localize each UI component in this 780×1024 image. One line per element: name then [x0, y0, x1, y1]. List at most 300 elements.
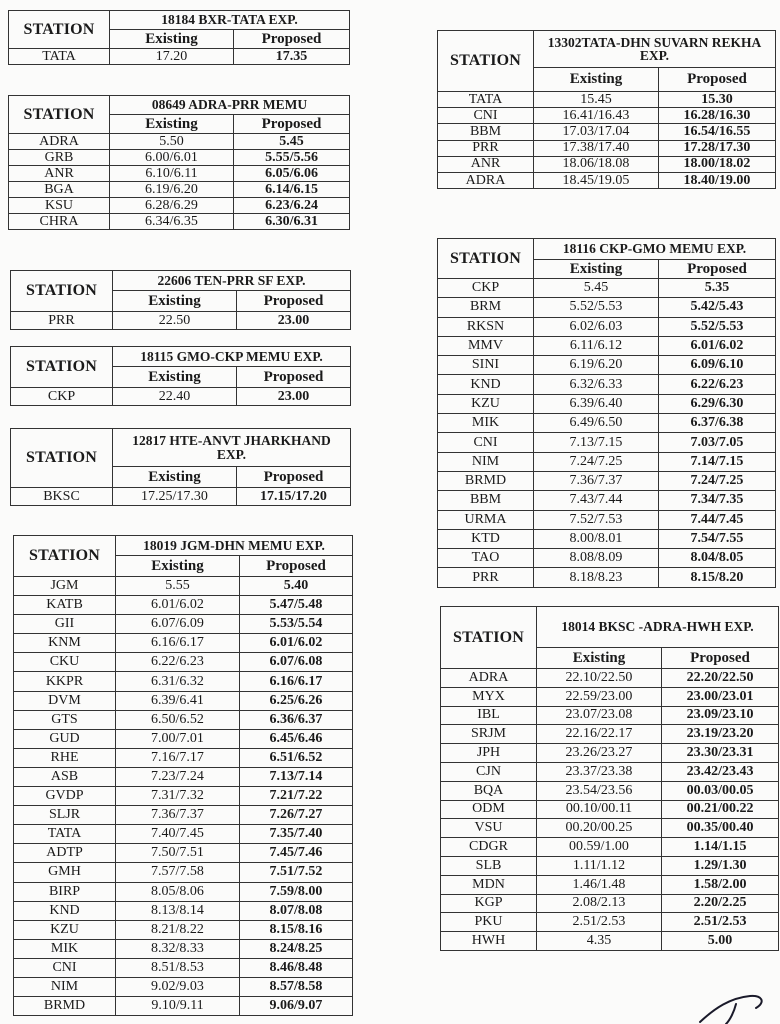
table-row: [441, 819, 779, 838]
existing-time: 5.55: [116, 577, 240, 596]
proposed-time: 23.30/23.31: [662, 744, 779, 763]
proposed-time: 23.09/23.10: [662, 706, 779, 725]
station-code: KND: [438, 375, 534, 394]
proposed-header: Proposed: [659, 68, 776, 92]
proposed-time: 22.20/22.50: [662, 669, 779, 688]
proposed-time: 7.35/7.40: [240, 825, 353, 844]
table-row: [438, 375, 776, 394]
table-row: [438, 108, 776, 124]
existing-time: 9.02/9.03: [116, 977, 240, 996]
proposed-time: 6.07/6.08: [240, 653, 353, 672]
existing-header: Existing: [113, 291, 237, 312]
proposed-time: 23.00/23.01: [662, 687, 779, 706]
existing-time: 5.52/5.53: [534, 298, 659, 317]
station-code: CKP: [438, 279, 534, 298]
station-header: STATION: [11, 347, 113, 388]
table-row: [14, 710, 353, 729]
existing-time: 6.39/6.41: [116, 691, 240, 710]
table-row: [11, 488, 351, 506]
existing-time: 6.19/6.20: [110, 182, 234, 198]
table-row: [14, 844, 353, 863]
station-code: CHRA: [9, 214, 110, 230]
train-name-header: 13302TATA-DHN SUVARN REKHA EXP.: [534, 31, 776, 68]
station-header: STATION: [438, 31, 534, 92]
station-code: BIRP: [14, 882, 116, 901]
train-name-header: 22606 TEN-PRR SF EXP.: [113, 271, 351, 291]
proposed-time: 9.06/9.07: [240, 997, 353, 1016]
station-code: CKP: [11, 388, 113, 406]
station-header: STATION: [438, 239, 534, 279]
station-code: KZU: [14, 920, 116, 939]
table-row: [9, 198, 350, 214]
station-code: MYX: [441, 687, 537, 706]
proposed-time: 16.28/16.30: [659, 108, 776, 124]
table-row: [441, 762, 779, 781]
existing-time: 22.16/22.17: [537, 725, 662, 744]
proposed-time: 23.42/23.43: [662, 762, 779, 781]
train-name-header: 12817 HTE-ANVT JHARKHAND EXP.: [113, 429, 351, 467]
station-code: KTD: [438, 529, 534, 548]
table-row: [441, 932, 779, 951]
proposed-time: 7.14/7.15: [659, 452, 776, 471]
train-name-header: 18019 JGM-DHN MEMU EXP.: [116, 536, 353, 556]
existing-header: Existing: [534, 68, 659, 92]
station-code: CNI: [438, 108, 534, 124]
station-code: CDGR: [441, 838, 537, 857]
station-code: NIM: [14, 977, 116, 996]
proposed-time: 2.20/2.25: [662, 894, 779, 913]
existing-time: 7.57/7.58: [116, 863, 240, 882]
table-row: [9, 150, 350, 166]
table-row: [441, 725, 779, 744]
table-row: [441, 856, 779, 875]
station-code: PKU: [441, 913, 537, 932]
proposed-header: Proposed: [240, 556, 353, 577]
station-code: TATA: [14, 825, 116, 844]
table-row: [438, 491, 776, 510]
proposed-header: Proposed: [237, 467, 351, 488]
table-row: [438, 452, 776, 471]
existing-time: 17.25/17.30: [113, 488, 237, 506]
existing-time: 7.43/7.44: [534, 491, 659, 510]
proposed-time: 6.14/6.15: [234, 182, 350, 198]
existing-time: 7.00/7.01: [116, 729, 240, 748]
existing-time: 6.49/6.50: [534, 414, 659, 433]
existing-time: 7.23/7.24: [116, 767, 240, 786]
existing-time: 6.01/6.02: [116, 596, 240, 615]
table-row: [9, 166, 350, 182]
station-code: BRMD: [438, 471, 534, 490]
existing-time: 7.36/7.37: [534, 471, 659, 490]
existing-time: 15.45: [534, 92, 659, 108]
proposed-time: 17.28/17.30: [659, 140, 776, 156]
existing-header: Existing: [110, 30, 234, 49]
proposed-time: 16.54/16.55: [659, 124, 776, 140]
station-code: CJN: [441, 762, 537, 781]
station-code: ADRA: [441, 669, 537, 688]
train-name-header: 08649 ADRA-PRR MEMU: [110, 96, 350, 115]
station-code: GTS: [14, 710, 116, 729]
station-code: RKSN: [438, 317, 534, 336]
proposed-time: 7.54/7.55: [659, 529, 776, 548]
station-code: CKU: [14, 653, 116, 672]
station-code: CNI: [438, 433, 534, 452]
station-code: MIK: [14, 939, 116, 958]
timetable-table: [10, 270, 351, 330]
table-row: [438, 317, 776, 336]
table-row: [14, 767, 353, 786]
proposed-time: 18.00/18.02: [659, 156, 776, 172]
proposed-time: 6.37/6.38: [659, 414, 776, 433]
table-row: [441, 781, 779, 800]
station-code: BQA: [441, 781, 537, 800]
table-row: [441, 687, 779, 706]
station-code: KZU: [438, 394, 534, 413]
existing-time: 16.41/16.43: [534, 108, 659, 124]
station-code: ADRA: [438, 172, 534, 188]
table-row: [438, 279, 776, 298]
proposed-time: 23.00: [237, 388, 351, 406]
existing-time: 6.32/6.33: [534, 375, 659, 394]
proposed-time: 5.47/5.48: [240, 596, 353, 615]
station-code: GUD: [14, 729, 116, 748]
existing-time: 8.18/8.23: [534, 568, 659, 587]
proposed-header: Proposed: [662, 648, 779, 669]
station-code: ANR: [438, 156, 534, 172]
existing-time: 23.54/23.56: [537, 781, 662, 800]
table-row: [11, 312, 351, 330]
station-code: SLJR: [14, 806, 116, 825]
existing-header: Existing: [534, 260, 659, 279]
existing-time: 1.11/1.12: [537, 856, 662, 875]
proposed-header: Proposed: [234, 115, 350, 134]
existing-time: 6.02/6.03: [534, 317, 659, 336]
table-row: [14, 615, 353, 634]
existing-time: 6.28/6.29: [110, 198, 234, 214]
station-code: KND: [14, 901, 116, 920]
table-row: [441, 669, 779, 688]
existing-time: 6.10/6.11: [110, 166, 234, 182]
proposed-time: 6.23/6.24: [234, 198, 350, 214]
existing-time: 22.10/22.50: [537, 669, 662, 688]
existing-time: 8.08/8.09: [534, 549, 659, 568]
station-code: ADTP: [14, 844, 116, 863]
station-code: HWH: [441, 932, 537, 951]
station-code: TATA: [9, 49, 110, 65]
station-code: BKSC: [11, 488, 113, 506]
station-code: KNM: [14, 634, 116, 653]
table-row: [11, 388, 351, 406]
proposed-time: 5.00: [662, 932, 779, 951]
proposed-header: Proposed: [237, 291, 351, 312]
proposed-time: 6.05/6.06: [234, 166, 350, 182]
table-row: [14, 882, 353, 901]
station-code: SINI: [438, 356, 534, 375]
station-code: KATB: [14, 596, 116, 615]
existing-time: 6.00/6.01: [110, 150, 234, 166]
station-code: TATA: [438, 92, 534, 108]
station-code: MDN: [441, 875, 537, 894]
proposed-time: 8.57/8.58: [240, 977, 353, 996]
proposed-time: 1.58/2.00: [662, 875, 779, 894]
station-code: ADRA: [9, 134, 110, 150]
proposed-time: 5.40: [240, 577, 353, 596]
station-code: KKPR: [14, 672, 116, 691]
timetable-table: [437, 238, 776, 588]
timetable-table: [10, 346, 351, 406]
table-row: [14, 977, 353, 996]
table-row: [438, 568, 776, 587]
proposed-time: 6.36/6.37: [240, 710, 353, 729]
existing-time: 8.05/8.06: [116, 882, 240, 901]
table-row: [438, 433, 776, 452]
existing-time: 1.46/1.48: [537, 875, 662, 894]
existing-time: 00.20/00.25: [537, 819, 662, 838]
proposed-time: 5.53/5.54: [240, 615, 353, 634]
existing-time: 2.51/2.53: [537, 913, 662, 932]
existing-time: 7.13/7.15: [534, 433, 659, 452]
proposed-time: 17.15/17.20: [237, 488, 351, 506]
table-row: [9, 182, 350, 198]
existing-time: 7.31/7.32: [116, 787, 240, 806]
table-row: [438, 356, 776, 375]
existing-time: 6.22/6.23: [116, 653, 240, 672]
train-name-header: 18014 BKSC -ADRA-HWH EXP.: [537, 607, 779, 648]
proposed-time: 6.09/6.10: [659, 356, 776, 375]
timetable-table: [10, 428, 351, 506]
table-row: [438, 92, 776, 108]
proposed-header: Proposed: [234, 30, 350, 49]
train-name-header: 18184 BXR-TATA EXP.: [110, 11, 350, 30]
station-code: TAO: [438, 549, 534, 568]
existing-time: 7.40/7.45: [116, 825, 240, 844]
proposed-time: 5.52/5.53: [659, 317, 776, 336]
existing-header: Existing: [537, 648, 662, 669]
proposed-time: 7.21/7.22: [240, 787, 353, 806]
table-row: [438, 529, 776, 548]
existing-time: 7.36/7.37: [116, 806, 240, 825]
table-row: [441, 913, 779, 932]
existing-time: 6.50/6.52: [116, 710, 240, 729]
table-row: [14, 596, 353, 615]
station-code: VSU: [441, 819, 537, 838]
timetable-table: [8, 10, 350, 65]
proposed-time: 7.03/7.05: [659, 433, 776, 452]
existing-time: 22.59/23.00: [537, 687, 662, 706]
proposed-time: 7.45/7.46: [240, 844, 353, 863]
station-code: GII: [14, 615, 116, 634]
proposed-time: 7.44/7.45: [659, 510, 776, 529]
station-code: ASB: [14, 767, 116, 786]
station-header: STATION: [11, 429, 113, 488]
table-row: [438, 471, 776, 490]
station-code: GVDP: [14, 787, 116, 806]
table-row: [14, 901, 353, 920]
signature-mark: [690, 990, 780, 1024]
station-code: MMV: [438, 336, 534, 355]
station-header: STATION: [9, 11, 110, 49]
table-row: [14, 787, 353, 806]
table-row: [438, 298, 776, 317]
proposed-time: 00.21/00.22: [662, 800, 779, 819]
existing-time: 17.38/17.40: [534, 140, 659, 156]
table-row: [14, 729, 353, 748]
proposed-time: 8.24/8.25: [240, 939, 353, 958]
table-row: [14, 958, 353, 977]
existing-time: 8.00/8.01: [534, 529, 659, 548]
proposed-time: 17.35: [234, 49, 350, 65]
station-code: JGM: [14, 577, 116, 596]
table-row: [441, 706, 779, 725]
proposed-time: 8.15/8.16: [240, 920, 353, 939]
existing-time: 8.13/8.14: [116, 901, 240, 920]
station-code: KSU: [9, 198, 110, 214]
timetable-table: [8, 95, 350, 230]
station-code: NIM: [438, 452, 534, 471]
existing-time: 18.06/18.08: [534, 156, 659, 172]
proposed-time: 23.00: [237, 312, 351, 330]
existing-time: 00.59/1.00: [537, 838, 662, 857]
proposed-time: 7.26/7.27: [240, 806, 353, 825]
existing-time: 6.34/6.35: [110, 214, 234, 230]
table-row: [438, 156, 776, 172]
existing-time: 23.37/23.38: [537, 762, 662, 781]
existing-time: 6.19/6.20: [534, 356, 659, 375]
table-row: [14, 863, 353, 882]
proposed-time: 6.30/6.31: [234, 214, 350, 230]
proposed-header: Proposed: [659, 260, 776, 279]
table-row: [441, 894, 779, 913]
table-row: [9, 49, 350, 65]
existing-time: 8.32/8.33: [116, 939, 240, 958]
existing-time: 4.35: [537, 932, 662, 951]
table-row: [441, 800, 779, 819]
proposed-time: 6.16/6.17: [240, 672, 353, 691]
existing-time: 5.50: [110, 134, 234, 150]
table-row: [438, 549, 776, 568]
station-code: CNI: [14, 958, 116, 977]
proposed-time: 6.45/6.46: [240, 729, 353, 748]
table-row: [441, 838, 779, 857]
existing-time: 7.52/7.53: [534, 510, 659, 529]
table-row: [14, 939, 353, 958]
table-row: [14, 577, 353, 596]
existing-time: 17.20: [110, 49, 234, 65]
proposed-time: 6.01/6.02: [240, 634, 353, 653]
existing-time: 17.03/17.04: [534, 124, 659, 140]
table-row: [14, 825, 353, 844]
table-row: [438, 510, 776, 529]
existing-header: Existing: [110, 115, 234, 134]
existing-time: 5.45: [534, 279, 659, 298]
existing-time: 9.10/9.11: [116, 997, 240, 1016]
proposed-time: 7.34/7.35: [659, 491, 776, 510]
existing-time: 6.31/6.32: [116, 672, 240, 691]
existing-time: 23.07/23.08: [537, 706, 662, 725]
station-code: BBM: [438, 491, 534, 510]
existing-time: 23.26/23.27: [537, 744, 662, 763]
station-code: SRJM: [441, 725, 537, 744]
existing-time: 2.08/2.13: [537, 894, 662, 913]
timetable-table: [437, 30, 776, 189]
existing-time: 7.16/7.17: [116, 748, 240, 767]
station-header: STATION: [14, 536, 116, 577]
proposed-time: 5.35: [659, 279, 776, 298]
station-code: DVM: [14, 691, 116, 710]
existing-time: 6.11/6.12: [534, 336, 659, 355]
table-row: [14, 806, 353, 825]
table-row: [438, 124, 776, 140]
table-row: [14, 920, 353, 939]
existing-header: Existing: [116, 556, 240, 577]
station-code: MIK: [438, 414, 534, 433]
timetable-table: [13, 535, 353, 1016]
station-code: RHE: [14, 748, 116, 767]
existing-time: 18.45/19.05: [534, 172, 659, 188]
proposed-time: 00.03/00.05: [662, 781, 779, 800]
existing-time: 00.10/00.11: [537, 800, 662, 819]
existing-time: 6.07/6.09: [116, 615, 240, 634]
station-header: STATION: [441, 607, 537, 669]
proposed-time: 5.45: [234, 134, 350, 150]
station-code: GMH: [14, 863, 116, 882]
station-code: JPH: [441, 744, 537, 763]
table-row: [438, 172, 776, 188]
proposed-header: Proposed: [237, 367, 351, 388]
proposed-time: 1.29/1.30: [662, 856, 779, 875]
proposed-time: 1.14/1.15: [662, 838, 779, 857]
station-header: STATION: [9, 96, 110, 134]
proposed-time: 15.30: [659, 92, 776, 108]
proposed-time: 8.07/8.08: [240, 901, 353, 920]
proposed-time: 7.59/8.00: [240, 882, 353, 901]
station-code: IBL: [441, 706, 537, 725]
proposed-time: 6.51/6.52: [240, 748, 353, 767]
proposed-time: 8.04/8.05: [659, 549, 776, 568]
station-code: GRB: [9, 150, 110, 166]
station-code: URMA: [438, 510, 534, 529]
proposed-time: 8.46/8.48: [240, 958, 353, 977]
existing-header: Existing: [113, 467, 237, 488]
train-name-header: 18116 CKP-GMO MEMU EXP.: [534, 239, 776, 260]
existing-time: 22.40: [113, 388, 237, 406]
station-header: STATION: [11, 271, 113, 312]
table-row: [438, 336, 776, 355]
existing-time: 6.16/6.17: [116, 634, 240, 653]
proposed-time: 6.25/6.26: [240, 691, 353, 710]
station-code: BBM: [438, 124, 534, 140]
timetable-table: [440, 606, 779, 951]
proposed-time: 5.55/5.56: [234, 150, 350, 166]
station-code: BRMD: [14, 997, 116, 1016]
table-row: [9, 214, 350, 230]
train-name-header: 18115 GMO-CKP MEMU EXP.: [113, 347, 351, 367]
existing-time: 7.50/7.51: [116, 844, 240, 863]
existing-header: Existing: [113, 367, 237, 388]
table-row: [14, 691, 353, 710]
station-code: ANR: [9, 166, 110, 182]
table-row: [441, 875, 779, 894]
table-row: [441, 744, 779, 763]
proposed-time: 7.13/7.14: [240, 767, 353, 786]
table-row: [14, 672, 353, 691]
proposed-time: 6.22/6.23: [659, 375, 776, 394]
existing-time: 7.24/7.25: [534, 452, 659, 471]
proposed-time: 00.35/00.40: [662, 819, 779, 838]
station-code: KGP: [441, 894, 537, 913]
proposed-time: 8.15/8.20: [659, 568, 776, 587]
proposed-time: 2.51/2.53: [662, 913, 779, 932]
